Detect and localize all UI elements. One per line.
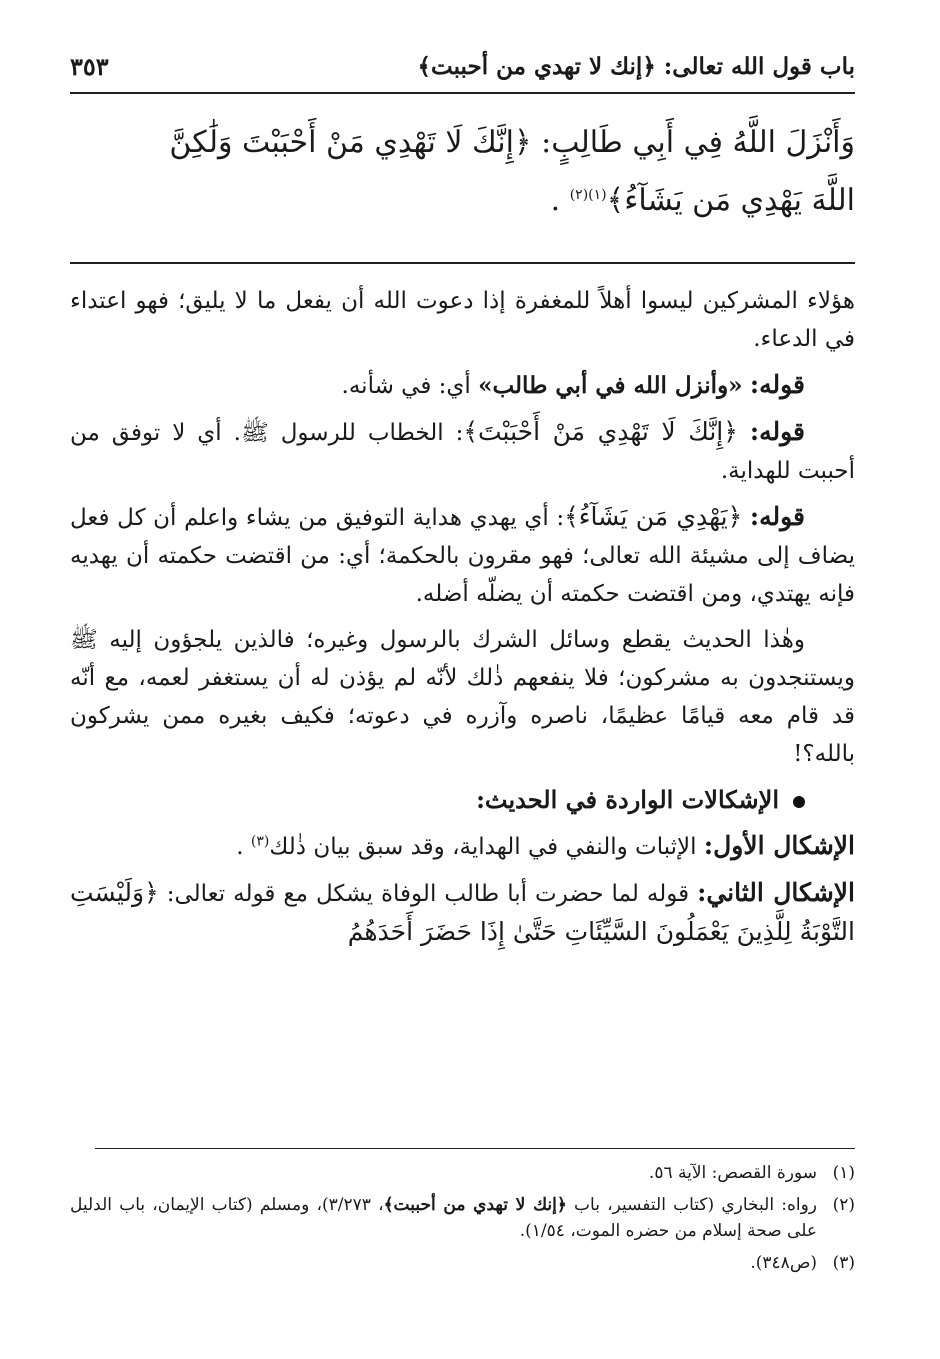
footnote-1	[70, 1160, 855, 1186]
punctuation: .	[236, 834, 251, 860]
footnote-text: (ص٣٤٨).	[750, 1253, 817, 1273]
section-rule	[70, 262, 855, 264]
heading-text: الإشكالات الواردة في الحديث:	[476, 785, 779, 814]
footnote-number: (٣)	[832, 1253, 855, 1273]
footnote-bold-title: ﴿إنك لا تهدي من أحببت﴾	[383, 1195, 567, 1215]
bullet-icon	[793, 796, 805, 808]
label-qawluh: قوله:	[749, 370, 805, 399]
footnote-number: (١)	[832, 1163, 855, 1183]
footnote-rule	[95, 1148, 855, 1149]
quran-quote: ﴿يَهْدِي مَن يَشَآءُ﴾	[564, 502, 743, 531]
commentary	[70, 282, 855, 960]
punctuation: .	[550, 183, 570, 218]
paragraph-3	[70, 413, 855, 490]
paragraph-5: وهٰذا الحديث يقطع وسائل الشرك بالرسول وغيره؛ فالذين يلجؤون إليه ﷺ ويستنجدون به مشركون؛ فلا ينفعهم ذٰلك لأنّه لم يؤذن له أن يستغفر لعمه، مع أنّه قد قام معه قيامًا عظيمًا، ناصره وآزره في دعوته؛ فكيف بغيره ممن يشركون بالله؟!	[70, 627, 855, 767]
page-number: ٣٥٣	[70, 51, 109, 81]
footnote-text-part: رواه: البخاري (كتاب التفسير، باب	[566, 1195, 818, 1215]
footnote-text	[70, 1192, 817, 1244]
footnotes	[70, 1160, 855, 1282]
hadith-line-1: وَأَنْزَلَ اللَّهُ فِي أَبِي طَالِبٍ: ﴿إِنَّكَ لَا تَهْدِي مَنْ أَحْبَبْتَ وَلَٰكِنَّ	[169, 125, 855, 160]
footnote-refs: (١)(٢)	[569, 187, 607, 203]
header-rule	[70, 92, 855, 94]
quran-quote: ﴿إِنَّكَ لَا تَهْدِي مَنْ أَحْبَبْتَ﴾	[463, 417, 738, 446]
issue-label: الإشكال الأول:	[703, 831, 855, 860]
paragraph-2	[70, 366, 855, 405]
label-qawluh: قوله:	[749, 502, 805, 531]
explanation: الإثبات والنفي في الهداية، وقد سبق بيان ذٰلك	[269, 834, 704, 860]
quoted-phrase: «وأنزل الله في أبي طالب»	[478, 372, 743, 399]
section-heading	[70, 781, 855, 819]
label-qawluh: قوله:	[749, 417, 805, 446]
hadith-line-2	[70, 172, 855, 230]
footnote-3	[70, 1250, 855, 1276]
running-header	[70, 42, 855, 90]
paragraph-6	[70, 827, 855, 866]
footnote-text-part: ، ٣/٢٧٣)، ومسلم (كتاب الإيمان، باب الدليل على صحة إسلام من حضره الموت، ١/٥٤).	[70, 1195, 817, 1241]
explanation: : الخطاب للرسول ﷺ. أي لا توفق من أحببت للهداية.	[70, 420, 855, 484]
paragraph-1: هؤلاء المشركين ليسوا أهلاً للمغفرة إذا دعوت الله أن يفعل ما لا يليق؛ فهو اعتداء في الدعاء.	[70, 288, 855, 352]
footnote-number: (٢)	[832, 1195, 855, 1215]
explanation: قوله لما حضرت أبا طالب الوفاة يشكل مع قوله تعالى:	[158, 881, 698, 907]
chapter-title: باب قول الله تعالى: ﴿إنك لا تهدي من أحببت﴾	[417, 52, 855, 80]
hadith-text	[70, 114, 855, 244]
explanation: أي: في شأنه.	[341, 373, 479, 399]
paragraph-4	[70, 498, 855, 613]
footnote-ref: (٣)	[250, 833, 270, 850]
quran-quote: ﴿وَلَيْسَتِ التَّوْبَةُ لِلَّذِينَ يَعْمَلُونَ السَّيِّئَاتِ حَتَّىٰ إِذَا حَضَرَ أَحَدَهُمُ	[70, 878, 855, 946]
issue-label: الإشكال الثاني:	[697, 878, 855, 907]
quran-quote: اللَّهَ يَهْدِي مَن يَشَآءُ﴾	[606, 183, 855, 218]
paragraph-7	[70, 874, 855, 952]
footnote-2	[70, 1192, 855, 1244]
footnote-text: سورة القصص: الآية ٥٦.	[648, 1163, 817, 1183]
explanation: : أي يهدي هداية التوفيق من يشاء واعلم أن كل فعل يضاف إلى مشيئة الله تعالى؛ فهو مقرون بالحكمة؛ أي: من اقتضت حكمته أن يهديه فإنه يهتدي، ومن اقتضت حكمته أن يضلّه أضله.	[70, 505, 855, 607]
